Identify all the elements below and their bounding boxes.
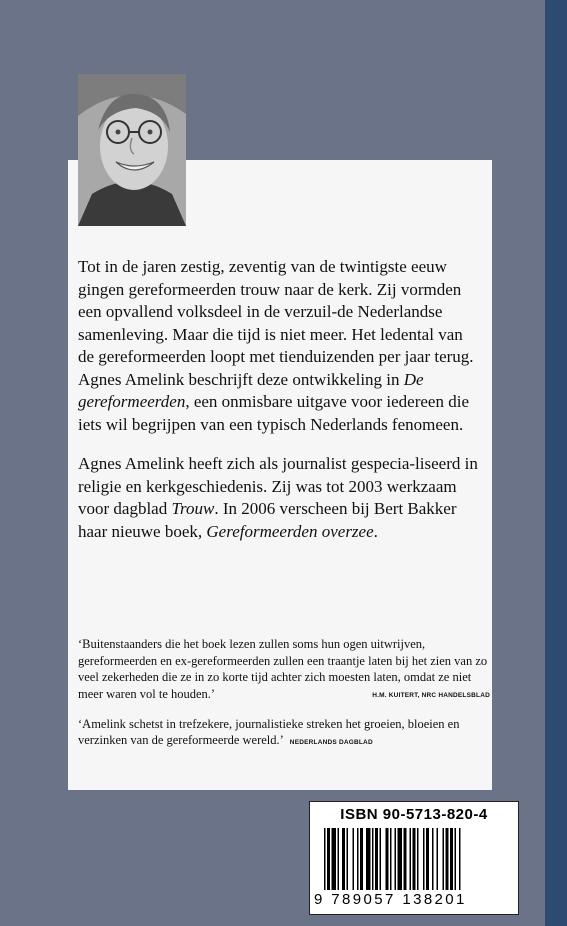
paragraph-text: . In 2006 verscheen bij Bert Bakker haar nieuwe boek,: [78, 499, 457, 541]
paragraph-text: , een onmisbare uitgave voor iedereen die iets wil begrijpen van een typisch Nederlands fenomeen.: [78, 392, 469, 434]
book-title-italic: Gereformeerden overzee: [206, 521, 374, 541]
book-title-italic: De gereformeerden: [78, 369, 424, 411]
book-title-italic: Trouw: [171, 499, 215, 518]
isbn-barcode: [309, 801, 519, 915]
quote-text: ‘Amelink schetst in trefzekere, journalistieke streken het groeien, bloeien en verzinken van de gereformeerde wereld.’: [78, 716, 460, 747]
book-spine-edge: [545, 0, 567, 926]
author-bio-paragraph: [78, 453, 478, 543]
review-quote: [78, 716, 490, 752]
paragraph-text: Agnes Amelink heeft zich als journalist gespecia-liseerd in religie en kerkgeschiedenis. Zij was tot 2003 werkzaam voor dagblad: [78, 454, 478, 518]
isbn-number: ISBN 90-5713-820-4: [340, 806, 488, 823]
book-description: [78, 256, 478, 560]
author-portrait-photo: [78, 74, 186, 226]
paragraph-text: Tot in de jaren zestig, zeventig van de twintigste eeuw gingen gereformeerden trouw naar de kerk. Zij vormden een opvallend volksdeel in de verzuil-de Nederlandse samenleving. Maar die tijd is niet meer. Het ledental van de gereformeerden loopt met tienduizenden per jaar terug. Agnes Amelink beschrijft deze ontwikkeling in: [78, 257, 474, 389]
paragraph-text: .: [373, 521, 378, 541]
quote-text: ‘Buitenstaanders die het boek lezen zullen soms hun ogen uitwrijven, gereformeerden en ex-gereformeerden zullen een traantje laten bij het zien van zo veel zekerheden die ze in zo korte tijd achter zich moesten laten, omdat ze niet meer waren vol te houden.’: [78, 637, 488, 701]
review-quote: [78, 636, 490, 705]
barcode-bars-icon: [324, 828, 504, 890]
description-paragraph: [78, 256, 478, 436]
quote-source: H.M. KUITERT, NRC HANDELSBLAD: [372, 692, 490, 699]
quote-source: NEDERLANDS DAGBLAD: [289, 739, 373, 746]
review-quotes: [78, 636, 490, 763]
barcode-digits: 9 789057 138201: [314, 891, 467, 908]
